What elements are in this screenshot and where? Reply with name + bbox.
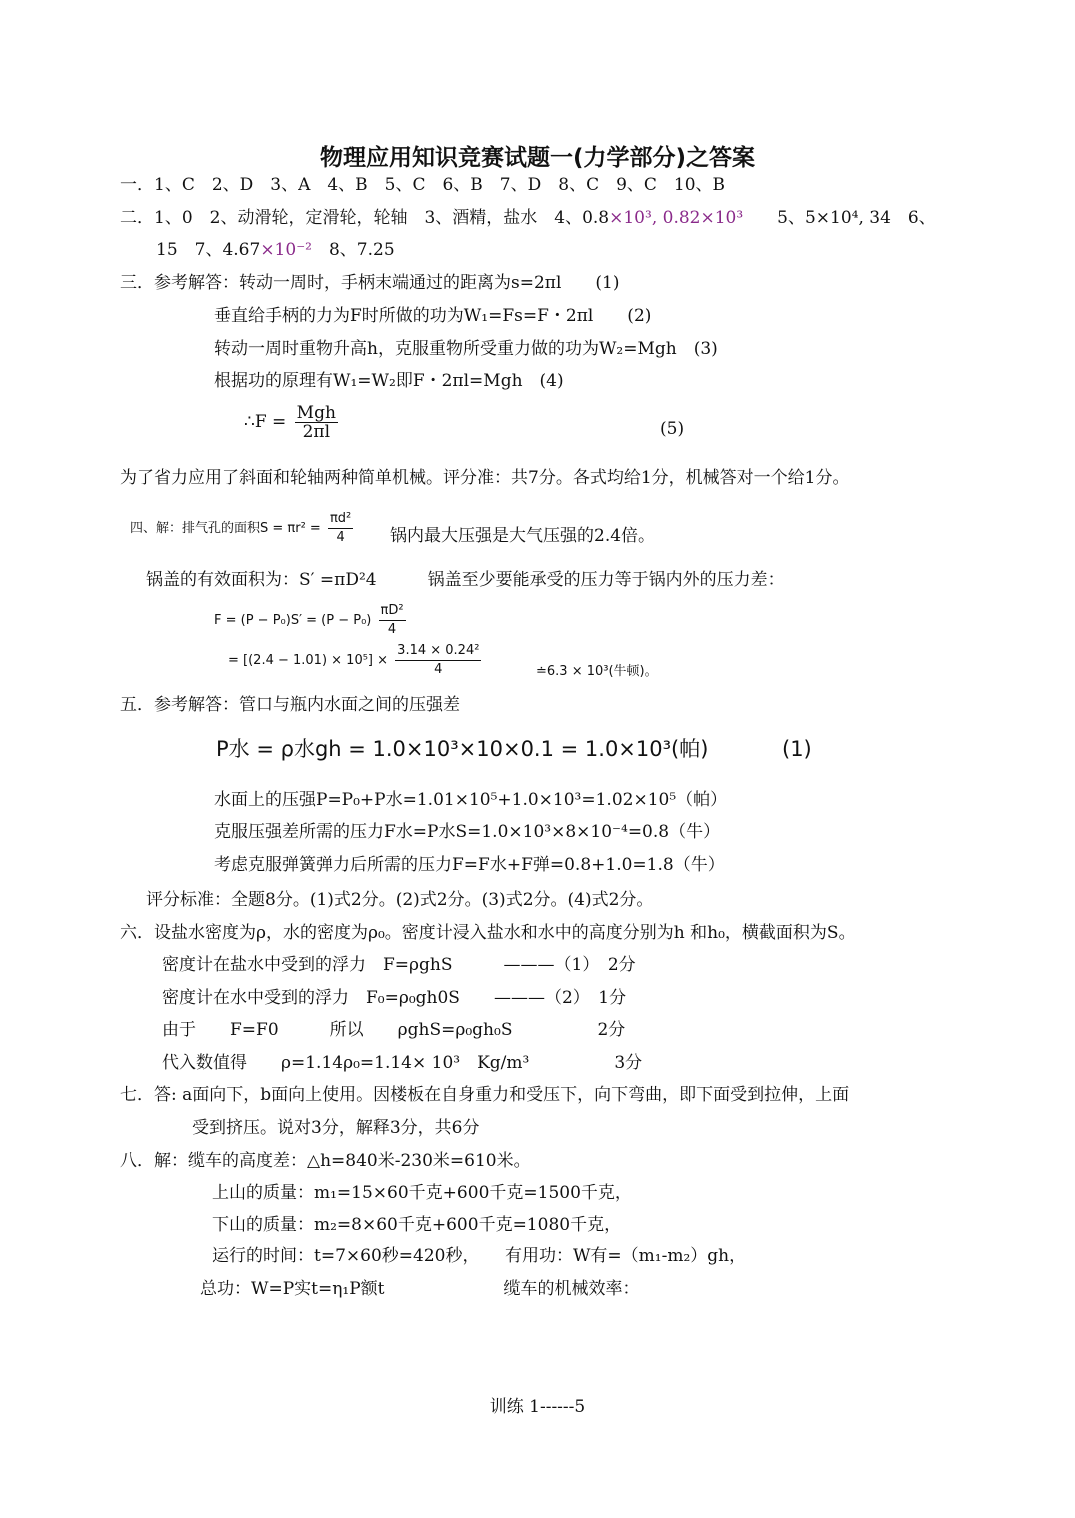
answer-3-formula: [244, 404, 341, 441]
answer-4-head-fraction: [328, 510, 353, 547]
answer-4-formula-1: [214, 602, 409, 639]
formula-numerator: Mgh: [296, 403, 336, 423]
answer-1: 一．1、C 2、D 3、A 4、B 5、C 6、B 7、D 8、C 9、C 10、B: [120, 175, 726, 195]
answer-3-line-3: 转动一周时重物升高h，克服重物所受重力做的功为W₂=Mgh (3): [214, 339, 718, 359]
answer-3-line-1: 三．参考解答：转动一周时，手柄末端通过的距离为s=2πl (1): [120, 273, 620, 293]
answer-7-line-2: 受到挤压。说对3分，解释3分，共6分: [192, 1118, 480, 1138]
answer-8-line-5: 总功：W=P实t=η₁P额t 缆车的机械效率：: [200, 1279, 640, 1299]
answer-4-f1-num: πD²: [379, 602, 406, 621]
answer-4-head: [130, 510, 356, 547]
answer-8-line-4: 运行的时间：t=7×60秒=420秒， 有用功：W有=（m₁-m₂）gh，: [212, 1246, 747, 1266]
answer-4-result: ≐6.3 × 10³(牛顿)。: [536, 664, 658, 679]
answer-4-head-num: πd²: [328, 510, 353, 529]
answer-4-head-tail: 锅内最大压强是大气压强的2.4倍。: [390, 526, 656, 546]
answer-4-f1-text: F = (P − P₀)S′ = (P − P₀): [214, 613, 372, 628]
answer-6-line-3: 密度计在水中受到的浮力 F₀=ρ₀gh0S ———（2） 1分: [162, 988, 627, 1008]
answer-3-line-2: 垂直给手柄的力为F时所做的功为W₁=Fs=F・2πl (2): [214, 306, 652, 326]
answer-7-line-1: 七．答: a面向下，b面向上使用。因楼板在自身重力和受压下，向下弯曲，即下面受到拉伸，上面: [120, 1085, 850, 1105]
answer-3-formula-tag: (5): [660, 419, 685, 439]
answer-4-f2-fraction: [395, 642, 481, 679]
answer-2-text-b: 15 7、4.67: [156, 240, 261, 260]
answer-5-scoring: 评分标准：全题8分。(1)式2分。(2)式2分。(3)式2分。(4)式2分。: [146, 890, 654, 910]
answer-6-line-1: 六．设盐水密度为ρ，水的密度为ρ₀。密度计浸入盐水和水中的高度分别为h 和h₀，横截面积为S。: [120, 923, 856, 943]
answer-5-line-2: 水面上的压强P=P₀+P水=1.01×10⁵+1.0×10³=1.02×10⁵（帕）: [214, 790, 728, 810]
answer-4-line-2: 锅盖的有效面积为：S′ =πD²4 锅盖至少要能承受的压力等于锅内外的压力差：: [146, 570, 785, 590]
answer-4-f1-den: 4: [387, 622, 397, 637]
answer-3-line-5: 为了省力应用了斜面和轮轴两种简单机械。评分准：共7分。各式均给1分，机械答对一个给1分。: [120, 468, 850, 488]
formula-denominator: 2πl: [302, 422, 331, 442]
answer-5-line-3: 克服压强差所需的压力F水=P水S=1.0×10³×8×10⁻⁴=0.8（牛）: [214, 822, 721, 842]
answer-8-line-1: 八．解：缆车的高度差：△h=840米-230米=610米。: [120, 1151, 531, 1171]
answer-5-equation-tag: (1): [782, 737, 812, 761]
answer-4-head-den: 4: [336, 530, 345, 545]
formula-fraction: [295, 404, 338, 441]
answer-4-head-text: 四、解：排气孔的面积S = πr² =: [130, 521, 321, 536]
answer-8-line-3: 下山的质量：m₂=8×60千克+600千克=1080千克，: [212, 1215, 622, 1235]
answer-6-line-4: 由于 F=F0 所以 ρghS=ρ₀gh₀S 2分: [162, 1020, 626, 1040]
answer-5-line-1: 五．参考解答：管口与瓶内水面之间的压强差: [120, 695, 460, 715]
answer-2-highlight-b: ×10⁻²: [260, 240, 312, 260]
page-footer: 训练 1------5: [489, 1397, 586, 1417]
answer-4-formula-2: [228, 642, 484, 679]
answer-3-line-4: 根据功的原理有W₁=W₂即F・2πl=Mgh (4): [214, 371, 564, 391]
answer-2-line-2: [156, 239, 395, 261]
formula-lhs: ∴F =: [244, 412, 287, 432]
answer-6-line-5: 代入数值得 ρ=1.14ρ₀=1.14× 10³ Kg/m³ 3分: [162, 1053, 643, 1073]
answer-8-line-2: 上山的质量：m₁=15×60千克+600千克=1500千克，: [212, 1183, 632, 1203]
page-title: 物理应用知识竞赛试题一(力学部分)之答案: [319, 145, 756, 171]
answer-4-f2-den: 4: [434, 662, 443, 677]
answer-2-line-1: [120, 207, 936, 229]
answer-2-highlight-a: ×10³, 0.82×10³: [609, 208, 744, 228]
answer-2-text-a-tail: 5、5×10⁴, 34 6、: [743, 208, 936, 228]
answer-4-f2-text: = [(2.4 − 1.01) × 10⁵] ×: [228, 653, 389, 668]
answer-2-text-a: 二．1、0 2、动滑轮，定滑轮，轮轴 3、酒精，盐水 4、0.8: [120, 208, 610, 228]
answer-4-f2-num: 3.14 × 0.24²: [395, 642, 481, 661]
answer-5-line-4: 考虑克服弹簧弹力后所需的压力F=F水+F弹=0.8+1.0=1.8（牛）: [214, 855, 725, 875]
answer-6-line-2: 密度计在盐水中受到的浮力 F=ρghS ———（1） 2分: [162, 955, 636, 975]
answer-5-equation: P水 = ρ水gh = 1.0×10³×10×0.1 = 1.0×10³(帕): [216, 737, 709, 761]
answer-2-text-b-tail: 8、7.25: [311, 240, 395, 260]
answer-4-f1-fraction: [379, 602, 406, 639]
